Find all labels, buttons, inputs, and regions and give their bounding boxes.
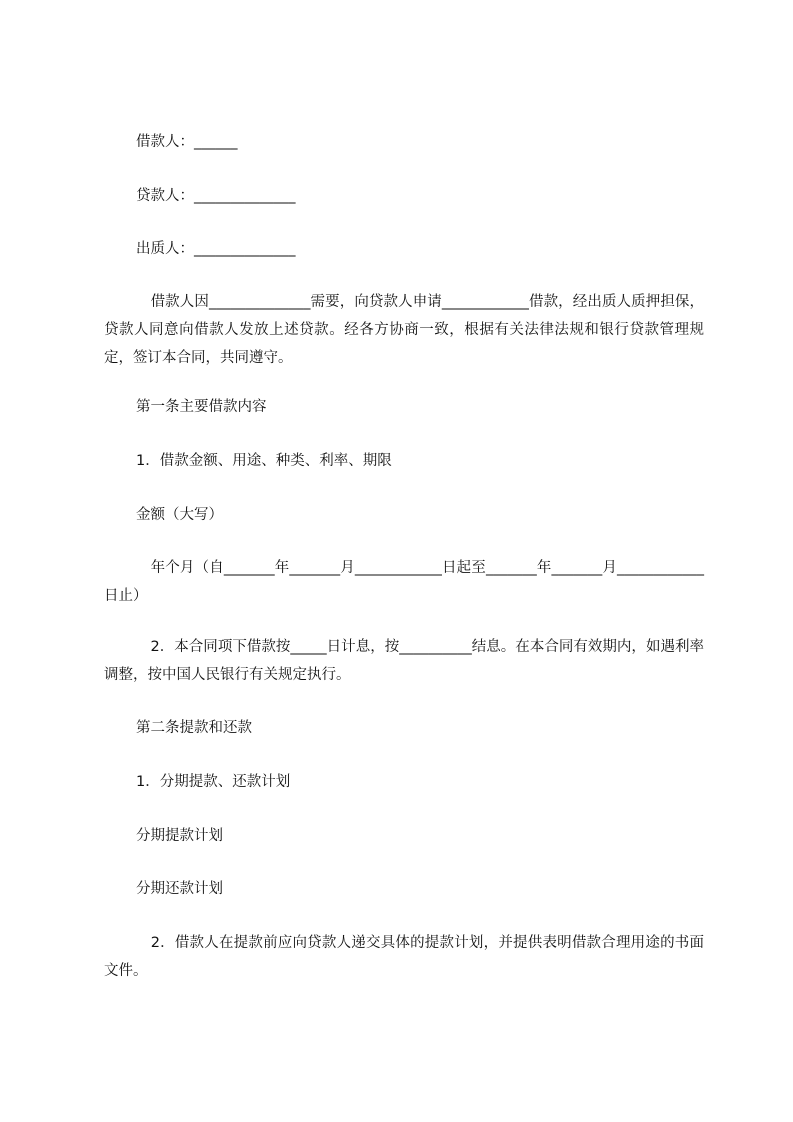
borrower-line: 借款人：______: [136, 134, 238, 150]
repay-plan: 分期还款计划: [136, 881, 223, 897]
article-2-item-1: 1．分期提款、还款计划: [136, 774, 291, 790]
pledger-line: 出质人：______________: [136, 241, 296, 257]
article-1-title: 第一条主要借款内容: [136, 399, 267, 415]
amount-label: 金额（大写）: [136, 507, 223, 523]
term-paragraph: 年个月（自_______年_______月____________日起至_______年_______月____________日止）: [104, 560, 704, 604]
withdraw-plan: 分期提款计划: [136, 828, 223, 844]
lender-line: 贷款人：______________: [136, 188, 296, 204]
article-1-item-1: 1．借款金额、用途、种类、利率、期限: [136, 453, 392, 469]
intro-paragraph: 借款人因______________需要，向贷款人申请____________借款，经出质人质押担保，贷款人同意向借款人发放上述贷款。经各方协商一致，根据有关法律法规和银行贷款管理规定，签订本合同，共同遵守。: [104, 294, 704, 366]
article-1-item-2: 2．本合同项下借款按_____日计息，按__________结息。在本合同有效期内，如遇利率调整，按中国人民银行有关规定执行。: [104, 639, 704, 683]
article-2-title: 第二条提款和还款: [136, 720, 252, 736]
article-2-item-2: 2．借款人在提款前应向贷款人递交具体的提款计划，并提供表明借款合理用途的书面文件。: [104, 935, 704, 979]
